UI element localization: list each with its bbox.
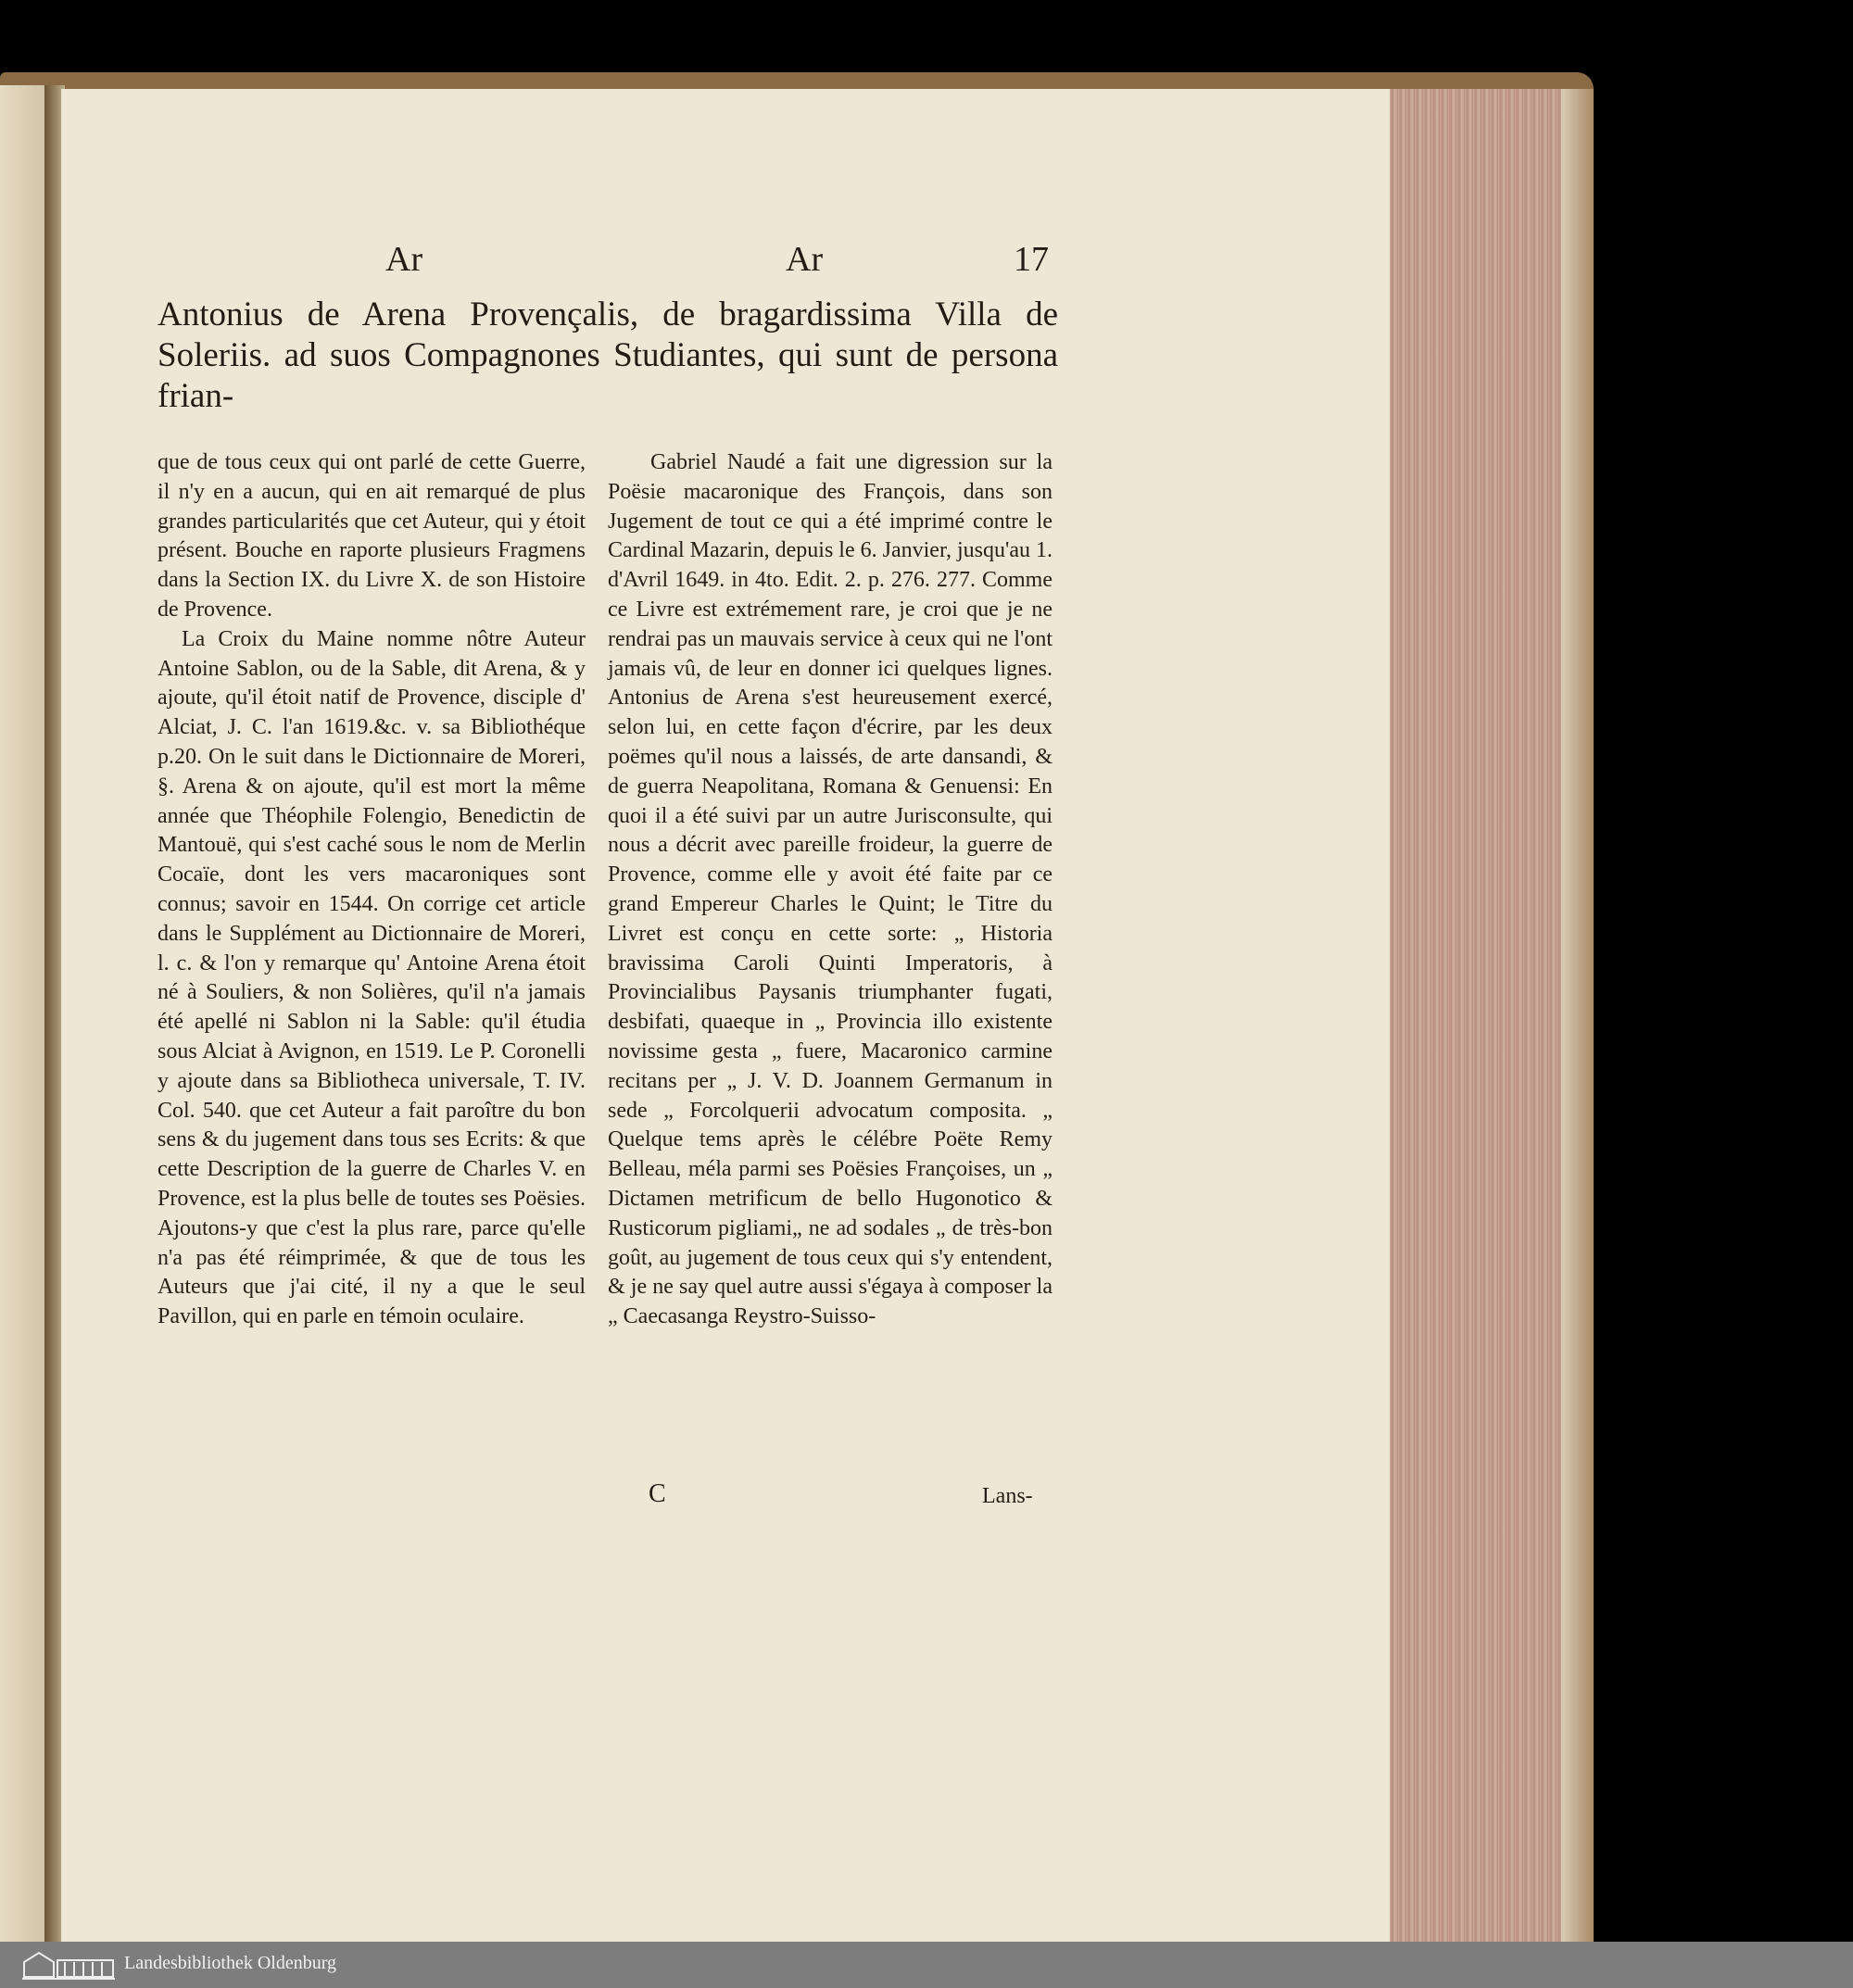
- library-footer: [0, 1942, 1853, 1988]
- paragraph: La Croix du Maine nomme nôtre Auteur Antoine Sablon, ou de la Sable, dit Arena, & y ajoute, qu'il étoit natif de Provence, disciple d' Alciat, J. C. l'an 1619.&c. v. sa Bibliothéque p.20. On le suit dans le Dictionnaire de Moreri, §. Arena & on ajoute, qu'il est mort la même année que Théophile Folengio, Benedictin de Mantouë, qui s'est caché sous le nom de Merlin Cocaïe, dont les vers macaroniques sont connus; savoir en 1544. On corrige cet article dans le Supplément au Dictionnaire de Moreri, l. c. & l'on y remarque qu' Antoine Arena étoit né à Souliers, & non Solières, qu'il n'a jamais été apellé ni Sablon ni la Sable: qu'il étudia sous Alciat à Avignon, en 1519. Le P. Coronelli y ajoute dans sa Bibliotheca universale, T. IV. Col. 540. que cet Auteur a fait paroître du bon sens & du jugement dans tous ses Ecrits: & que cette Description de la guerre de Charles V. en Provence, est la plus belle de toutes ses Poësies. Ajoutons-y que c'est la plus rare, parce qu'elle n'a pas été réimprimée, & que de tous les Auteurs que j'ai cité, il ny a que le seul Pavillon, qui en parle en témoin oculaire.: [158, 626, 586, 1329]
- library-name: Landesbibliothek Oldenburg: [124, 1953, 337, 1973]
- entry-title: Antonius de Arena Provençalis, de bragardissima Villa de Soleriis. ad suos Compagnones Studiantes, qui sunt de persona frian-: [158, 296, 1058, 415]
- catchword: Lans-: [982, 1484, 1033, 1508]
- back-cover-edge: [1561, 89, 1594, 1942]
- left-column: [158, 448, 586, 1332]
- running-head-left: Ar: [385, 240, 423, 279]
- signature-mark: C: [649, 1479, 666, 1508]
- right-column: [608, 448, 1053, 1332]
- page-block-edge: [1390, 89, 1561, 1942]
- paragraph: que de tous ceux qui ont parlé de cette Guerre, il n'y en a aucun, qui en ait remarqué de plus grandes particularités que cet Auteur, qui y étoit présent. Bouche en raporte plusieurs Fragmens dans la Section IX. du Livre X. de son Histoire de Provence.: [158, 450, 586, 622]
- left-page-edge: [0, 85, 48, 1942]
- library-building-icon: [20, 1949, 117, 1981]
- running-head-center: Ar: [786, 240, 824, 279]
- paragraph: Gabriel Naudé a fait une digression sur la Poësie macaronique des François, dans son Jugement de tout ce qui a été imprimé contre le Cardinal Mazarin, depuis le 6. Janvier, jusqu'au 1. d'Avril 1649. in 4to. Edit. 2. p. 276. 277. Comme ce Livre est extrémement rare, je croi que je ne rendrai pas un mauvais service à ceux qui ne l'ont jamais vû, de leur en donner ici quelques lignes. Antonius de Arena s'est heureusement exercé, selon lui, en cette façon d'écrire, par les deux poëmes qu'il nous a laissés, de arte dansandi, & de guerra Neapolitana, Romana & Genuensi: En quoi il a été suivi par un autre Jurisconsulte, qui nous a décrit avec pareille froideur, la guerre de Provence, comme elle y avoit été faite par ce grand Empereur Charles le Quint; le Titre du Livret est conçu en cette sorte: „ Historia bravissima Caroli Quinti Imperatoris, à Provincialibus Paysanis triumphanter fugati, desbifati, quaeque in „ Provincia illo existente novissime gesta „ fuere, Macaronico carmine recitans per „ J. V. D. Joannem Germanum in sede „ Forcolquerii advocatum composita. „ Quelque tems après le célébre Poëte Remy Belleau, méla parmi ses Poësies Françoises, un „ Dictamen metrificum de bello Hugonotico & Rusticorum pigliami„ ne ad sodales „ de très-bon goût, au jugement de tous ceux qui s'y entendent, & je ne say quel autre aussi s'égaya à composer la „ Caecasanga Reystro-Suisso-: [608, 450, 1053, 1329]
- page-number: 17: [1014, 240, 1049, 279]
